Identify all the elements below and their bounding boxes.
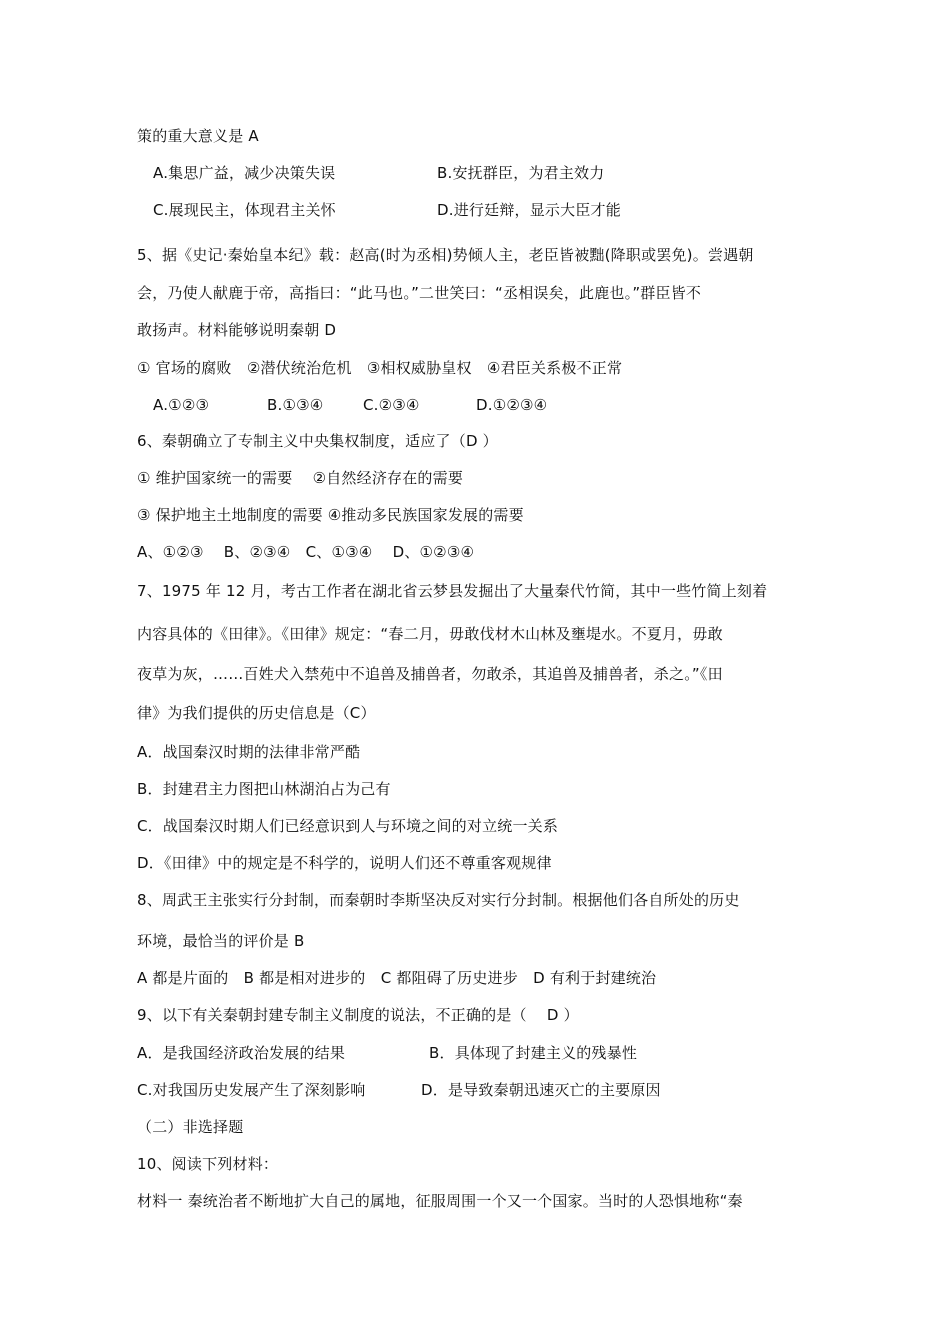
q5-option-c: C.②③④ [363,396,420,414]
q7-option-a: A．战国秦汉时期的法律非常严酷 [137,743,361,761]
q7-option-d: D．《田律》中的规定是不科学的，说明人们还不尊重客观规律 [137,854,552,872]
q5-option-d: D.①②③④ [476,396,548,414]
q7-stem-line3: 夜草为灰，……百姓犬入禁苑中不追兽及捕兽者，勿敢杀，其追兽及捕兽者，杀之。”《田 [137,665,723,683]
q8-stem-line1: 8、周武王主张实行分封制，而秦朝时李斯坚决反对实行分封制。根据他们各自所处的历史 [137,891,740,909]
q9-option-c: C.对我国历史发展产生了深刻影响 [137,1081,366,1099]
q7-option-c: C．战国秦汉时期人们已经意识到人与环境之间的对立统一关系 [137,817,559,835]
q9-option-d: D．是导致秦朝迅速灭亡的主要原因 [421,1081,661,1099]
q5-items: ① 官场的腐败 ②潜伏统治危机 ③相权威胁皇权 ④君臣关系极不正常 [137,359,623,377]
q5-stem-line3: 敢扬声。材料能够说明秦朝 D [137,321,337,339]
q9-option-a: A．是我国经济政治发展的结果 [137,1044,346,1062]
q10-stem: 10、阅读下列材料： [137,1155,279,1173]
section-heading-non-choice: （二）非选择题 [137,1118,244,1136]
q4-option-d: D.进行廷辩，显示大臣才能 [437,201,621,219]
q8-stem-line2: 环境，最恰当的评价是 B [137,932,305,950]
q6-items-1: ① 维护国家统一的需要 ②自然经济存在的需要 [137,469,464,487]
q8-options: A 都是片面的 B 都是相对进步的 C 都阻碍了历史进步 D 有利于封建统治 [137,969,657,987]
q5-stem-line1: 5、据《史记·秦始皇本纪》载：赵高(时为丞相)势倾人主，老臣皆被黜(降职或罢免)。尝遇朝 [137,246,754,264]
q7-stem-line1: 7、1975 年 12 月，考古工作者在湖北省云梦县发掘出了大量秦代竹简，其中一些竹简上刻着 [137,582,768,600]
q6-options: A、①②③ B、②③④ C、①③④ D、①②③④ [137,543,475,561]
q7-stem-line2: 内容具体的《田律》。《田律》规定：“春二月，毋敢伐材木山林及壅堤水。不夏月，毋敢 [137,625,723,643]
q5-stem-line2: 会，乃使人献鹿于帝，高指曰：“此马也。”二世笑曰：“丞相误矣，此鹿也。”群臣皆不 [137,284,702,302]
q7-option-b: B．封建君主力图把山林湖泊占为己有 [137,780,391,798]
q6-items-2: ③ 保护地主土地制度的需要 ④推动多民族国家发展的需要 [137,506,524,524]
q4-option-b: B.安抚群臣，为君主效力 [437,164,605,182]
q4-option-c: C.展现民主，体现君主关怀 [153,201,336,219]
q5-option-a: A.①②③ [153,396,210,414]
q5-option-b: B.①③④ [267,396,324,414]
q4-option-a: A.集思广益，减少决策失误 [153,164,336,182]
q7-stem-line4: 律》为我们提供的历史信息是（C） [137,704,376,722]
q9-option-b: B．具体现了封建主义的残暴性 [429,1044,638,1062]
q6-stem: 6、秦朝确立了专制主义中央集权制度，适应了（D ） [137,432,498,450]
q4-stem-tail: 策的重大意义是 A [137,127,259,145]
q9-stem: 9、以下有关秦朝封建专制主义制度的说法，不正确的是（ D ） [137,1006,579,1024]
q10-material-1: 材料一 秦统治者不断地扩大自己的属地，征服周围一个又一个国家。当时的人恐惧地称“秦 [137,1192,743,1210]
